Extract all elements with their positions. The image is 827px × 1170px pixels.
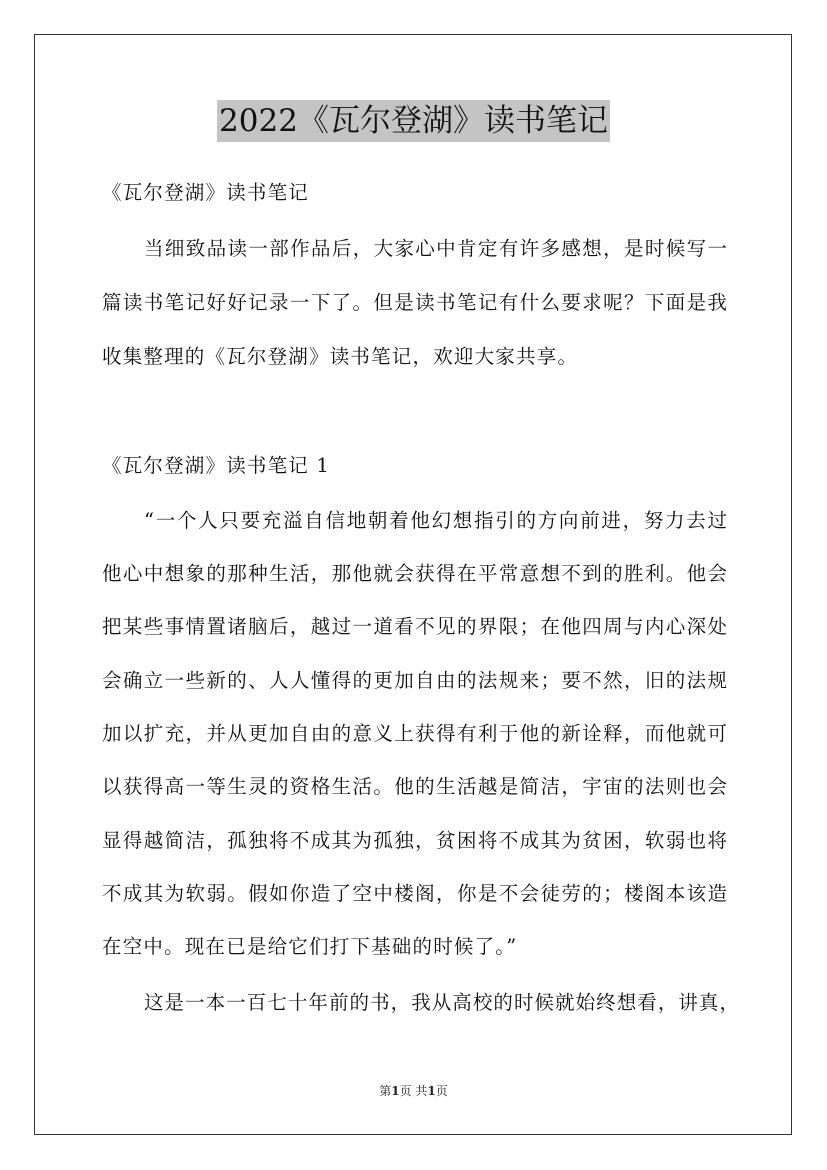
footer-middle: 页 共 [399, 1084, 428, 1098]
footer-page-number: 1 [391, 1084, 400, 1098]
paragraph-line: 加以扩充，并从更加自由的意义上获得有利于他的新诠释，而他就可 [102, 722, 727, 745]
footer-prefix: 第 [379, 1084, 392, 1098]
footer-total-pages: 1 [427, 1084, 436, 1098]
paragraph-line: “一个人只要充溢自信地朝着他幻想指引的方向前进，努力去过 [144, 509, 727, 532]
paragraph-line: 会确立一些新的、人人懂得的更加自由的法规来；要不然，旧的法规 [102, 669, 727, 692]
document-title: 2022《瓦尔登湖》读书笔记 [217, 100, 610, 142]
title-container [0, 100, 827, 142]
paragraph-line: 不成其为软弱。假如你造了空中楼阁，你是不会徒劳的；楼阁本该造 [102, 882, 727, 905]
page-footer [0, 1083, 827, 1099]
paragraph-line: 篇读书笔记好好记录一下了。但是读书笔记有什么要求呢？下面是我 [102, 291, 727, 314]
paragraph-line: 他心中想象的那种生活，那他就会获得在平常意想不到的胜利。他会 [102, 562, 727, 585]
paragraph-line: 当细致品读一部作品后，大家心中肯定有许多感想，是时候写一 [144, 237, 727, 260]
subtitle-heading: 《瓦尔登湖》读书笔记 [102, 181, 310, 204]
paragraph-line: 显得越简洁，孤独将不成其为孤独，贫困将不成其为贫困，软弱也将 [102, 829, 727, 852]
footer-suffix: 页 [435, 1084, 448, 1098]
section-heading: 《瓦尔登湖》读书笔记 1 [102, 454, 331, 477]
paragraph-line: 在空中。现在已是给它们打下基础的时候了。” [102, 935, 518, 958]
paragraph-line: 以获得高一等生灵的资格生活。他的生活越是简洁，宇宙的法则也会 [102, 775, 727, 798]
paragraph-line: 收集整理的《瓦尔登湖》读书笔记，欢迎大家共享。 [102, 345, 579, 368]
paragraph-line: 把某些事情置诸脑后，越过一道看不见的界限；在他四周与内心深处 [102, 615, 727, 638]
paragraph-line: 这是一本一百七十年前的书，我从高校的时候就始终想看，讲真， [144, 991, 739, 1014]
